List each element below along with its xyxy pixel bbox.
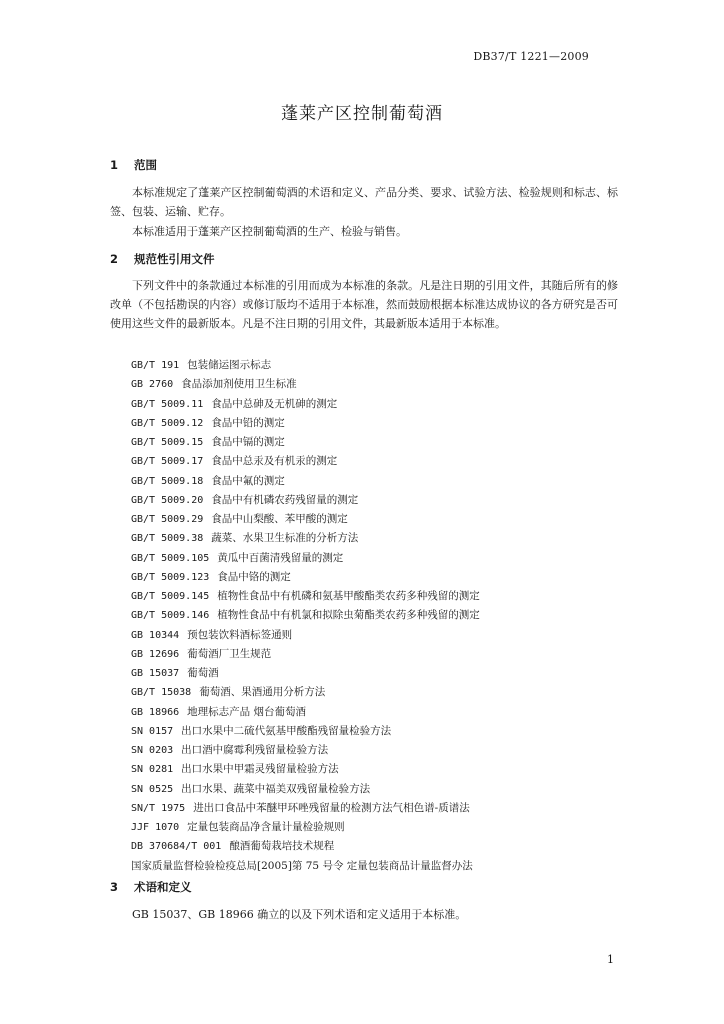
reference-code: GB/T 5009.29 (131, 514, 204, 525)
reference-title: 酿酒葡萄栽培技术规程 (229, 840, 335, 853)
reference-code: GB/T 191 (131, 360, 180, 371)
reference-item (131, 491, 480, 510)
reference-item (131, 356, 480, 375)
reference-item (131, 760, 480, 779)
reference-item (131, 395, 480, 414)
section-heading-terms (110, 879, 192, 895)
reference-title: 包装储运图示标志 (187, 359, 272, 371)
reference-item (131, 837, 480, 856)
reference-title: 食品添加剂使用卫生标准 (181, 378, 297, 391)
reference-title: 进出口食品中苯醚甲环唑残留量的检测方法气相色谱-质谱法 (193, 801, 470, 814)
reference-title: 蔬菜、水果卫生标准的分析方法 (211, 532, 359, 545)
document-title: 蓬莱产区控制葡萄酒 (281, 104, 443, 124)
reference-code: SN 0281 (131, 764, 174, 776)
reference-title: 食品中总砷及无机砷的测定 (211, 397, 338, 410)
reference-code: GB/T 5009.145 (131, 591, 210, 602)
reference-title: 出口酒中腐霉利残留量检验方法 (181, 744, 329, 756)
reference-item (131, 606, 480, 625)
reference-title: 葡萄酒、果酒通用分析方法 (199, 686, 326, 699)
reference-code: GB/T 5009.146 (131, 610, 210, 622)
section-title: 规范性引用文件 (134, 252, 215, 266)
reference-title: 定量包装商品净含量计量检验规则 (187, 821, 345, 833)
reference-item (131, 472, 480, 491)
reference-title: 食品中有机磷农药残留量的测定 (211, 493, 359, 506)
reference-item (131, 433, 480, 452)
reference-title: 葡萄酒 (187, 667, 219, 679)
reference-title: 地理标志产品 烟台葡萄酒 (187, 705, 307, 718)
reference-item (131, 587, 480, 606)
reference-code: SN 0203 (131, 745, 174, 756)
reference-code: SN/T 1975 (131, 802, 186, 814)
reference-code: SN 0525 (131, 783, 174, 795)
reference-title: 国家质量监督检验检疫总局[2005]第 75 号令 定量包装商品计量监督办法 (131, 859, 473, 872)
reference-title: 食品中山梨酸、苯甲酸的测定 (211, 513, 348, 525)
reference-item (131, 568, 480, 587)
reference-item (131, 683, 480, 702)
reference-code: GB/T 5009.12 (131, 417, 204, 429)
reference-code: GB 15037 (131, 668, 180, 679)
reference-title: 食品中氟的测定 (211, 474, 285, 487)
reference-title: 食品中铬的测定 (217, 570, 291, 583)
page-number: 1 (607, 953, 614, 966)
reference-code: GB/T 15038 (131, 687, 192, 699)
reference-item (131, 414, 480, 433)
reference-title: 预包装饮料酒标签通则 (187, 628, 293, 641)
reference-title: 植物性食品中有机磷和氨基甲酸酯类农药多种残留的测定 (217, 590, 480, 602)
reference-code: GB 12696 (131, 648, 180, 660)
scope-paragraph-1: 本标准规定了蓬莱产区控制葡萄酒的术语和定义、产品分类、要求、试验方法、检验规则和标志、标签、包装、运输、贮存。 (110, 186, 618, 218)
reference-title: 出口水果中甲霜灵残留量检验方法 (181, 763, 339, 776)
scope-paragraph-2: 本标准适用于蓬莱产区控制葡萄酒的生产、检验与销售。 (132, 225, 407, 238)
standard-code: DB37/T 1221—2009 (473, 50, 589, 63)
reference-item (131, 741, 480, 760)
references-intro-paragraph: 下列文件中的条款通过本标准的引用而成为本标准的条款。凡是注日期的引用文件，其随后所有的修改单（不包括勘误的内容）或修订版均不适用于本标准，然而鼓励根据本标准达成协议的各方研究是否可使用这些文件的最新版本。凡是不注日期的引用文件，其最新版本适用于本标准。 (110, 279, 618, 330)
reference-list (131, 356, 480, 876)
reference-code: GB 10344 (131, 629, 180, 641)
section-heading-normative-references (110, 251, 215, 267)
section-heading-scope (110, 157, 157, 173)
reference-title: 黄瓜中百菌清残留量的测定 (217, 551, 344, 564)
section-number: 3 (110, 880, 119, 894)
reference-item (131, 664, 480, 683)
reference-title: 葡萄酒厂卫生规范 (187, 647, 272, 660)
reference-title: 食品中总汞及有机汞的测定 (211, 455, 338, 468)
reference-item (131, 375, 480, 394)
reference-item (131, 780, 480, 799)
reference-code: GB 18966 (131, 706, 180, 718)
reference-code: GB/T 5009.17 (131, 456, 204, 468)
reference-item (131, 818, 480, 837)
reference-code: GB/T 5009.105 (131, 552, 210, 564)
reference-code: JJF 1070 (131, 822, 180, 833)
reference-item (131, 452, 480, 471)
reference-title: 植物性食品中有机氯和拟除虫菊酯类农药多种残留的测定 (217, 609, 480, 622)
reference-code: GB/T 5009.15 (131, 437, 204, 448)
reference-item (131, 857, 480, 876)
reference-code: GB/T 5009.11 (131, 398, 204, 410)
reference-item (131, 626, 480, 645)
reference-code: GB/T 5009.20 (131, 494, 204, 506)
reference-code: DB 370684/T 001 (131, 841, 222, 853)
section-number: 2 (110, 252, 119, 266)
reference-item (131, 529, 480, 548)
reference-code: GB/T 5009.18 (131, 475, 204, 487)
reference-item (131, 703, 480, 722)
reference-code: SN 0157 (131, 725, 174, 737)
reference-item (131, 549, 480, 568)
reference-title: 食品中铅的测定 (211, 416, 285, 429)
reference-item (131, 799, 480, 818)
reference-code: GB/T 5009.38 (131, 533, 204, 545)
reference-item (131, 645, 480, 664)
reference-code: GB 2760 (131, 379, 174, 391)
terms-paragraph: GB 15037、GB 18966 确立的以及下列术语和定义适用于本标准。 (132, 908, 467, 921)
reference-code: GB/T 5009.123 (131, 571, 210, 583)
reference-item (131, 722, 480, 741)
section-title: 术语和定义 (134, 880, 192, 894)
section-title: 范围 (134, 158, 158, 172)
reference-item (131, 510, 480, 529)
reference-title: 食品中镉的测定 (211, 436, 285, 448)
section-number: 1 (110, 158, 119, 172)
reference-title: 出口水果中二硫代氨基甲酸酯残留量检验方法 (181, 724, 392, 737)
reference-title: 出口水果、蔬菜中福美双残留量检验方法 (181, 782, 371, 795)
